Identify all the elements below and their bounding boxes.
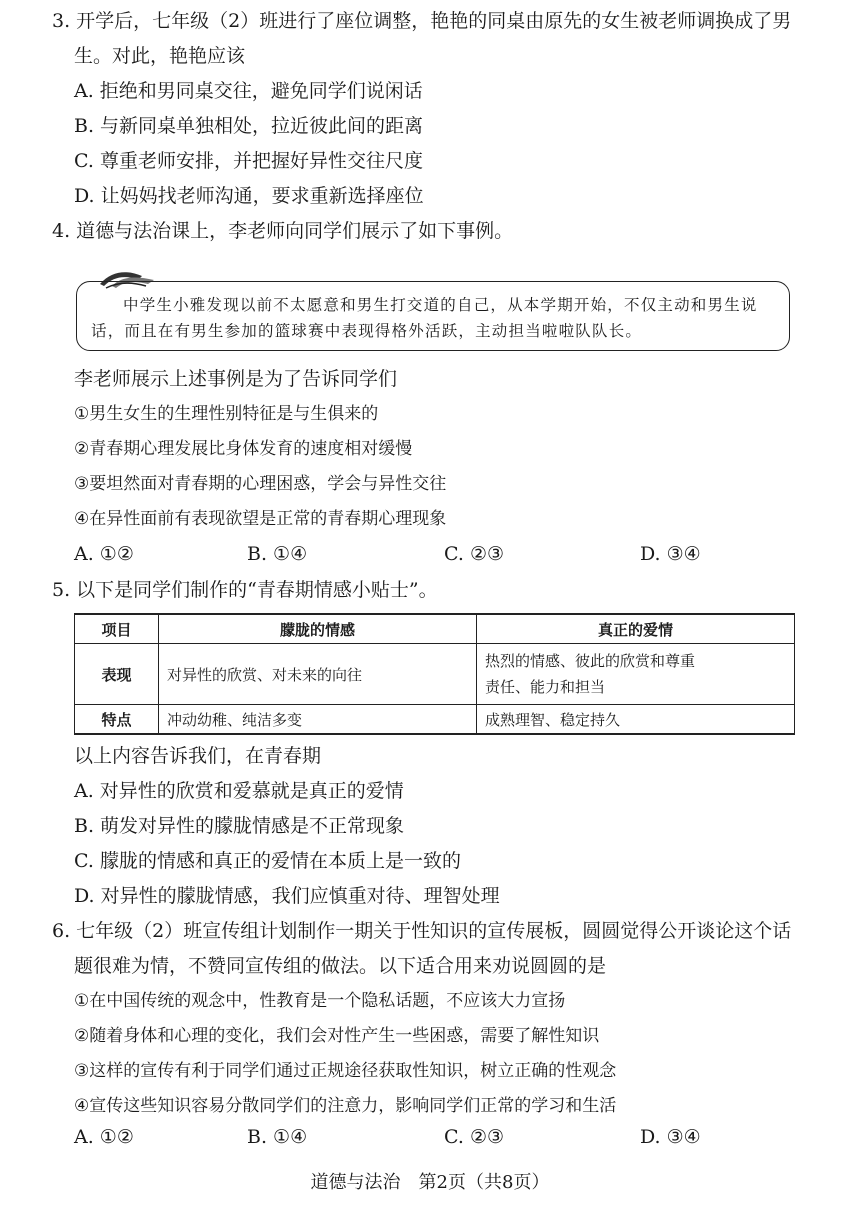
q4-statement-2: ②青春期心理发展比身体发育的速度相对缓慢 [74,439,413,459]
table-header-hazy: 朦胧的情感 [159,614,477,644]
q6-statement-2: ②随着身体和心理的变化，我们会对性产生一些困惑，需要了解性知识 [74,1026,600,1046]
q6-stem-line1: 6. 七年级（2）班宣传组计划制作一期关于性知识的宣传展板，圆圆觉得公开谈论这个话 [52,920,792,942]
q6-choice-c: C. ②③ [444,1126,505,1148]
row-label: 表现 [75,644,159,705]
q6-statement-1: ①在中国传统的观念中，性教育是一个隐私话题，不应该大力宣扬 [74,991,566,1011]
case-box [76,281,790,351]
tips-table [74,613,795,735]
q4-choice-d: D. ③④ [640,543,701,565]
cell-line: 责任、能力和担当 [485,678,606,696]
page-footer: 道德与法治 第2页（共8页） [310,1172,550,1193]
case-text: 中学生小雅发现以前不太愿意和男生打交道的自己，从本学期开始，不仅主动和男生说话，而且在有男生参加的篮球赛中表现得格外活跃，主动担当啦啦队队长。 [91,296,758,340]
q4-stem: 4. 道德与法治课上，李老师向同学们展示了如下事例。 [52,220,514,242]
q6-choice-a: A. ①② [74,1126,134,1148]
row-label: 特点 [75,705,159,735]
q5-option-b: B. 萌发对异性的朦胧情感是不正常现象 [74,815,405,837]
q4-statement-3: ③要坦然面对青春期的心理困惑，学会与异性交往 [74,474,447,494]
table-cell: 成熟理智、稳定持久 [477,705,795,735]
table-cell: 冲动幼稚、纯洁多变 [159,705,477,735]
q5-option-c: C. 朦胧的情感和真正的爱情在本质上是一致的 [74,850,461,872]
q3-option-a: A. 拒绝和男同桌交往，避免同学们说闲话 [74,80,423,102]
q6-choice-d: D. ③④ [640,1126,701,1148]
q4-choice-a: A. ①② [74,543,134,565]
table-header-love: 真正的爱情 [477,614,795,644]
table-header-item: 项目 [75,614,159,644]
q4-choice-c: C. ②③ [444,543,505,565]
q6-choices [0,1124,860,1150]
q4-choice-b: B. ①④ [247,543,308,565]
q3-option-b: B. 与新同桌单独相处，拉近彼此间的距离 [74,115,424,137]
q5-option-d: D. 对异性的朦胧情感，我们应慎重对待、理智处理 [74,885,500,907]
table-row [75,644,795,705]
q3-option-c: C. 尊重老师安排，并把握好异性交往尺度 [74,150,423,172]
table-row [75,705,795,735]
q4-statement-4: ④在异性面前有表现欲望是正常的青春期心理现象 [74,509,447,529]
q5-stem: 5. 以下是同学们制作的“青春期情感小贴士”。 [52,579,438,601]
q4-question: 李老师展示上述事例是为了告诉同学们 [74,368,398,390]
q6-choice-b: B. ①④ [247,1126,308,1148]
q4-choices [0,541,860,567]
q6-statement-4: ④宣传这些知识容易分散同学们的注意力，影响同学们正常的学习和生活 [74,1096,617,1116]
table-cell [477,644,795,705]
q6-stem-line2: 题很难为情，不赞同宣传组的做法。以下适合用来劝说圆圆的是 [74,955,607,977]
table-cell: 对异性的欣赏、对未来的向往 [159,644,477,705]
q4-statement-1: ①男生女生的生理性别特征是与生俱来的 [74,404,379,424]
q3-stem-line2: 生。对此，艳艳应该 [74,45,246,67]
q5-option-a: A. 对异性的欣赏和爱慕就是真正的爱情 [74,780,404,802]
q6-statement-3: ③这样的宣传有利于同学们通过正规途径获取性知识，树立正确的性观念 [74,1061,617,1081]
q5-question: 以上内容告诉我们，在青春期 [74,745,322,767]
q3-stem-line1: 3. 开学后，七年级（2）班进行了座位调整，艳艳的同桌由原先的女生被老师调换成了男 [52,10,792,32]
q3-option-d: D. 让妈妈找老师沟通，要求重新选择座位 [74,185,424,207]
cell-line: 热烈的情感、彼此的欣赏和尊重 [485,652,696,670]
